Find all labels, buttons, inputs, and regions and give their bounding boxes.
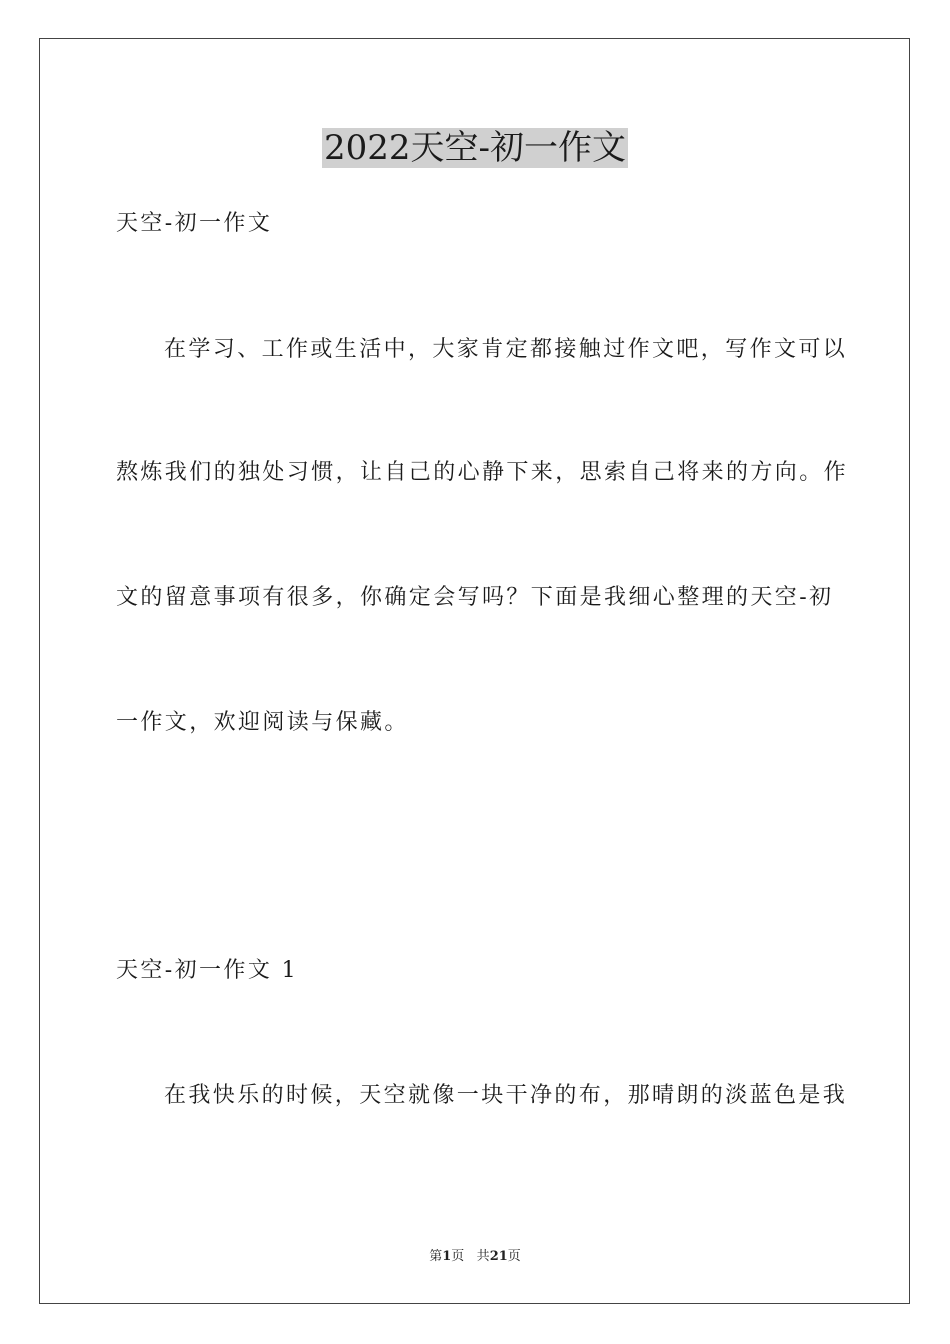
- intro-line-3: 文的留意事项有很多，你确定会写吗？下面是我细心整理的天空-初: [116, 585, 834, 610]
- footer-total-pages: 21: [489, 1249, 508, 1264]
- footer-total-prefix: 共: [476, 1249, 490, 1264]
- page-footer: [0, 1248, 950, 1266]
- section-heading: 天空-初一作文 1: [116, 958, 299, 983]
- document-subtitle: 天空-初一作文: [116, 211, 273, 236]
- footer-total-unit: 页: [507, 1249, 521, 1264]
- document-title: [0, 126, 950, 170]
- document-title-text: 2022天空-初一作文: [323, 128, 626, 168]
- intro-line-4: 一作文，欢迎阅读与保藏。: [116, 710, 409, 735]
- intro-line-1: 在学习、工作或生活中，大家肯定都接触过作文吧，写作文可以: [164, 337, 848, 362]
- footer-page-number: 1: [442, 1249, 452, 1264]
- footer-page-unit: 页: [451, 1249, 465, 1264]
- section-first-line: 在我快乐的时候，天空就像一块干净的布，那晴朗的淡蓝色是我: [164, 1083, 848, 1108]
- footer-prefix: 第: [429, 1249, 443, 1264]
- intro-line-2: 熬炼我们的独处习惯，让自己的心静下来，思索自己将来的方向。作: [116, 460, 849, 485]
